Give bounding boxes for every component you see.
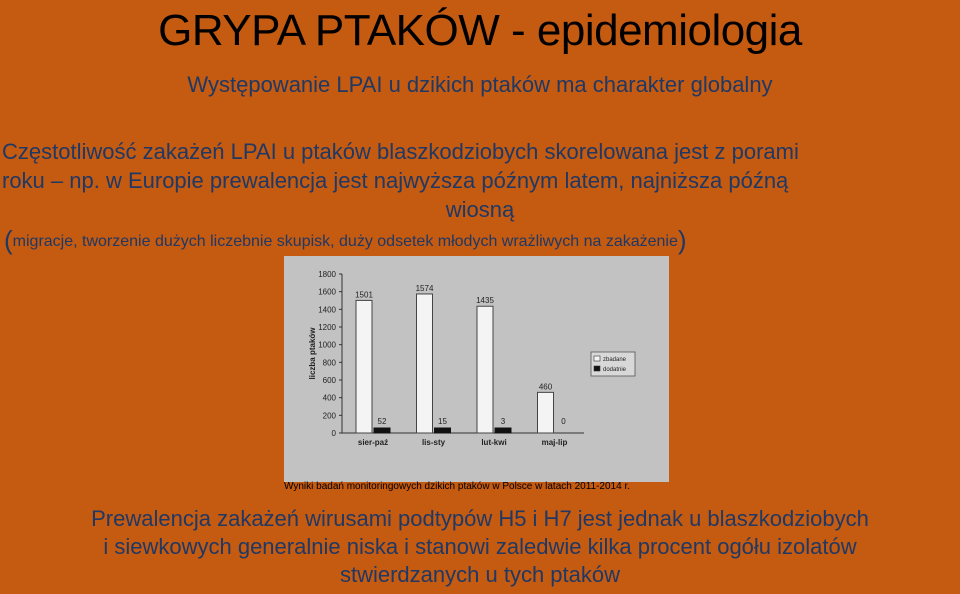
bottom-line-1: Prewalencja zakażeń wirusami podtypów H5 i H7 jest jednak u blaszkodziobych <box>91 506 869 531</box>
open-paren: ( <box>4 225 13 255</box>
paragraph-line-3: wiosną <box>445 197 515 222</box>
paragraph-line-1: Częstotliwość zakażeń LPAI u ptaków blaszkodziobych skorelowana jest z porami <box>2 139 799 164</box>
data-label: 1574 <box>415 283 434 293</box>
paragraph-line-2: roku – np. w Europie prewalencja jest najwyższa późnym latem, najniższa późną <box>2 168 789 193</box>
slide-title: GRYPA PTAKÓW - epidemiologia <box>158 6 802 55</box>
x-tick-label: lut-kwi <box>481 438 507 447</box>
seasonality-paragraph <box>2 137 958 224</box>
data-label: 15 <box>438 417 447 426</box>
data-label: 1501 <box>355 290 373 300</box>
y-axis-label: liczba ptaków <box>308 327 317 380</box>
y-tick-label: 1000 <box>318 340 336 350</box>
bar-chart <box>284 256 669 482</box>
bar-dodatnie <box>435 428 451 433</box>
bottom-line-3: stwierdzanych u tych ptaków <box>339 562 621 587</box>
chart-caption: Wyniki badań monitoringowych dzikich ptaków w Polsce w latach 2011-2014 r. <box>284 481 631 492</box>
x-tick-label: maj-lip <box>541 438 568 447</box>
data-label: 460 <box>538 382 553 392</box>
close-paren: ) <box>677 225 687 255</box>
bar-zbadane <box>477 306 493 433</box>
data-label: 0 <box>561 417 566 426</box>
bar-dodatnie <box>495 428 511 433</box>
bar-dodatnie <box>374 428 390 433</box>
migration-note <box>4 225 958 256</box>
bar-zbadane <box>538 392 554 433</box>
y-tick-label: 1600 <box>318 287 336 297</box>
x-tick-label: sier-paź <box>357 438 389 447</box>
bottom-line-2: i siewkowych generalnie niska i stanowi zaledwie kilka procent ogółu izolatów <box>103 534 857 559</box>
y-tick-label: 1800 <box>318 270 336 279</box>
legend-swatch <box>594 356 600 361</box>
y-tick-label: 400 <box>322 393 336 403</box>
y-tick-label: 600 <box>322 376 336 385</box>
bar-zbadane <box>417 294 433 433</box>
data-label: 1435 <box>476 296 494 306</box>
y-tick-label: 200 <box>322 411 336 421</box>
y-tick-label: 1400 <box>318 305 336 315</box>
bar-zbadane <box>356 300 372 433</box>
prevalence-paragraph <box>0 505 960 589</box>
legend-label: dodatnie <box>603 367 627 373</box>
migration-note-text: migracje, tworzenie dużych liczebnie skupisk, duży odsetek młodych wrażliwych na zakażenie <box>12 233 678 250</box>
y-tick-label: 1200 <box>318 323 336 332</box>
chart-svg <box>284 256 669 482</box>
data-label: 52 <box>377 417 387 426</box>
data-label: 3 <box>500 417 506 426</box>
legend-label: zbadane <box>603 357 627 363</box>
y-tick-label: 800 <box>322 358 336 368</box>
x-tick-label: lis-sty <box>421 438 446 447</box>
slide-subtitle: Występowanie LPAI u dzikich ptaków ma charakter globalny <box>187 72 773 97</box>
y-tick-label: 0 <box>331 429 336 438</box>
legend-swatch <box>594 366 600 371</box>
